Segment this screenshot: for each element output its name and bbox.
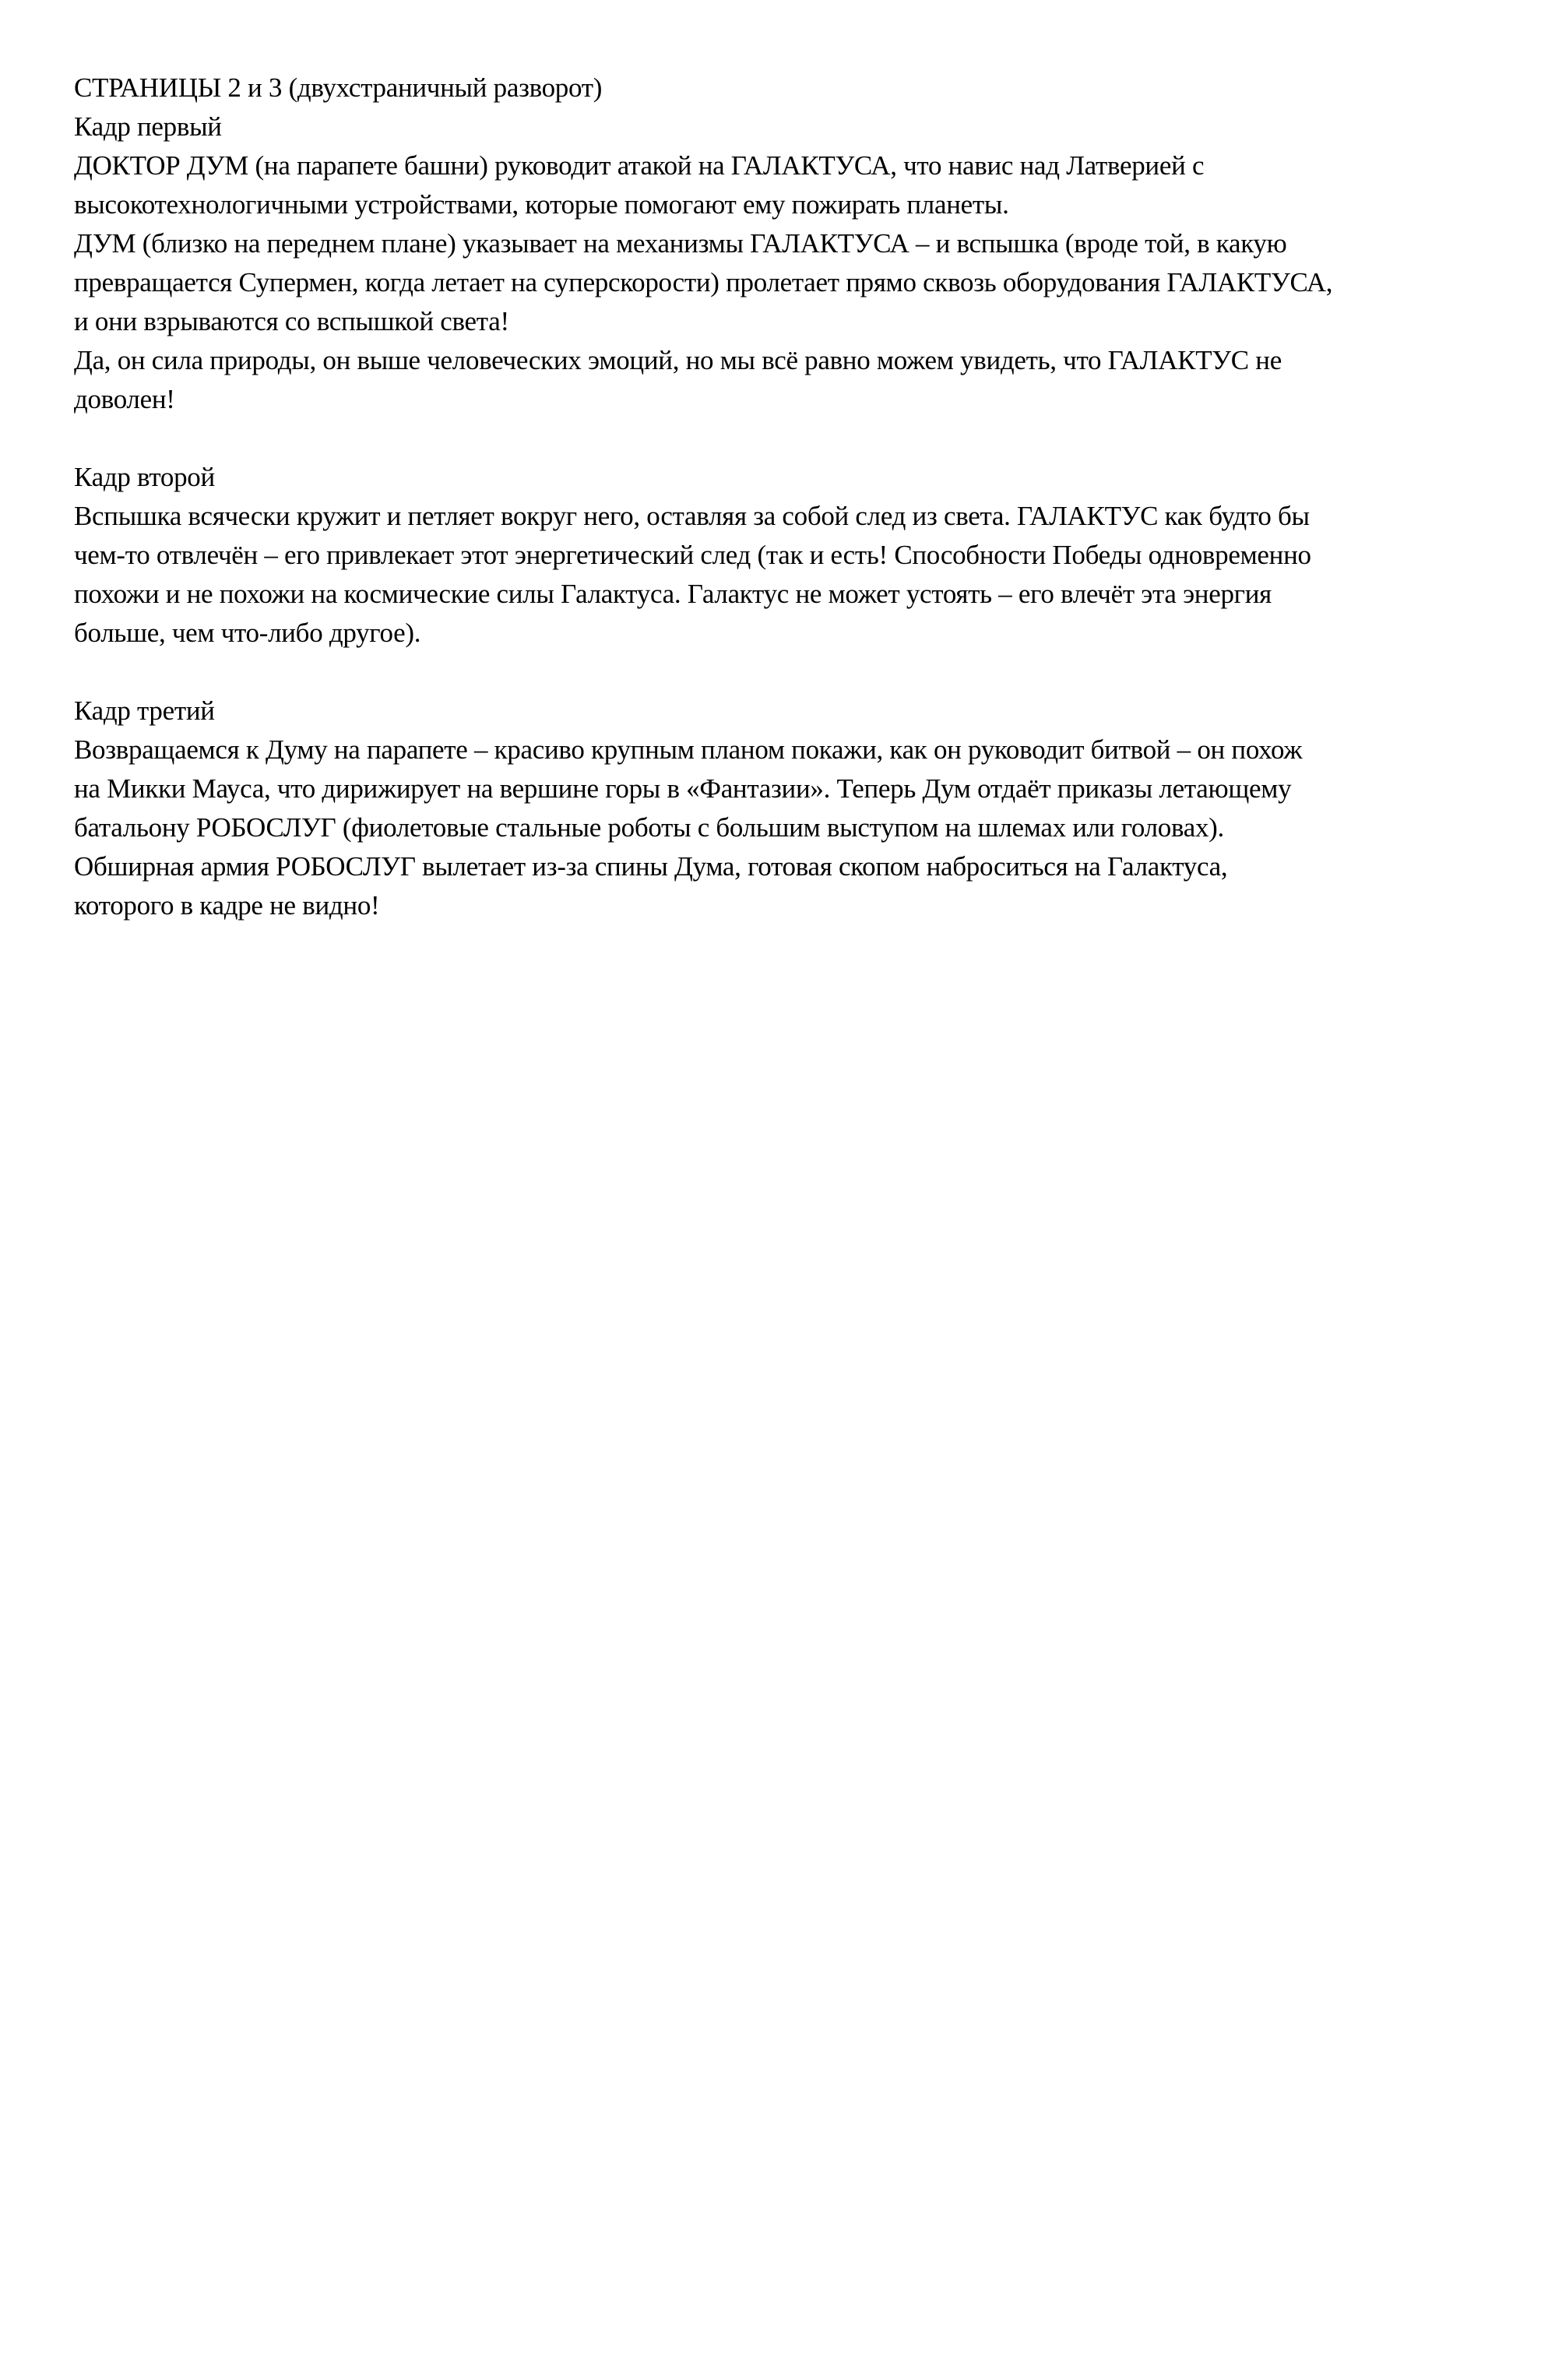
text-line: и они взрываются со вспышкой света! [74,306,509,336]
text-line: Возвращаемся к Думу на парапете – красиво крупным планом покажи, как он руководит битвой – он похож [74,734,1303,765]
text-line: превращается Супермен, когда летает на суперскорости) пролетает прямо сквозь оборудования ГАЛАКТУСА, [74,267,1333,298]
text-line: Вспышка всячески кружит и петляет вокруг него, оставляя за собой след из света. ГАЛАКТУС как будто бы [74,501,1310,531]
text-line: Кадр третий [74,695,215,726]
text-line: которого в кадре не видно! [74,890,380,921]
paragraph-panel-one [74,69,1473,419]
text-line: высокотехнологичными устройствами, которые помогают ему пожирать планеты. [74,189,1009,220]
text-line: Обширная армия РОБОСЛУГ вылетает из-за спины Дума, готовая скопом наброситься на Галактуса, [74,851,1228,882]
text-line: Кадр второй [74,462,215,492]
text-line: батальону РОБОСЛУГ (фиолетовые стальные роботы с большим выступом на шлемах или головах). [74,812,1224,843]
text-line: похожи и не похожи на космические силы Галактуса. Галактус не может устоять – его влечёт эта энергия [74,579,1272,609]
text-line: ДУМ (близко на переднем плане) указывает на механизмы ГАЛАКТУСА – и вспышка (вроде той, в какую [74,228,1287,259]
paragraph-panel-two [74,458,1473,653]
paragraph-panel-three [74,692,1473,925]
text-line: больше, чем что-либо другое). [74,618,421,648]
text-line: СТРАНИЦЫ 2 и 3 (двухстраничный разворот) [74,72,603,103]
text-line: на Микки Мауса, что дирижирует на вершине горы в «Фантазии». Теперь Дум отдаёт приказы летающему [74,773,1292,804]
text-line: чем-то отвлечён – его привлекает этот энергетический след (так и есть! Способности Победы одновременно [74,540,1311,570]
text-line: ДОКТОР ДУМ (на парапете башни) руководит атакой на ГАЛАКТУСА, что навис над Латверией с [74,150,1205,181]
text-line: Кадр первый [74,111,222,142]
text-line: доволен! [74,384,175,414]
text-line: Да, он сила природы, он выше человеческих эмоций, но мы всё равно можем увидеть, что ГАЛАКТУС не [74,345,1282,375]
